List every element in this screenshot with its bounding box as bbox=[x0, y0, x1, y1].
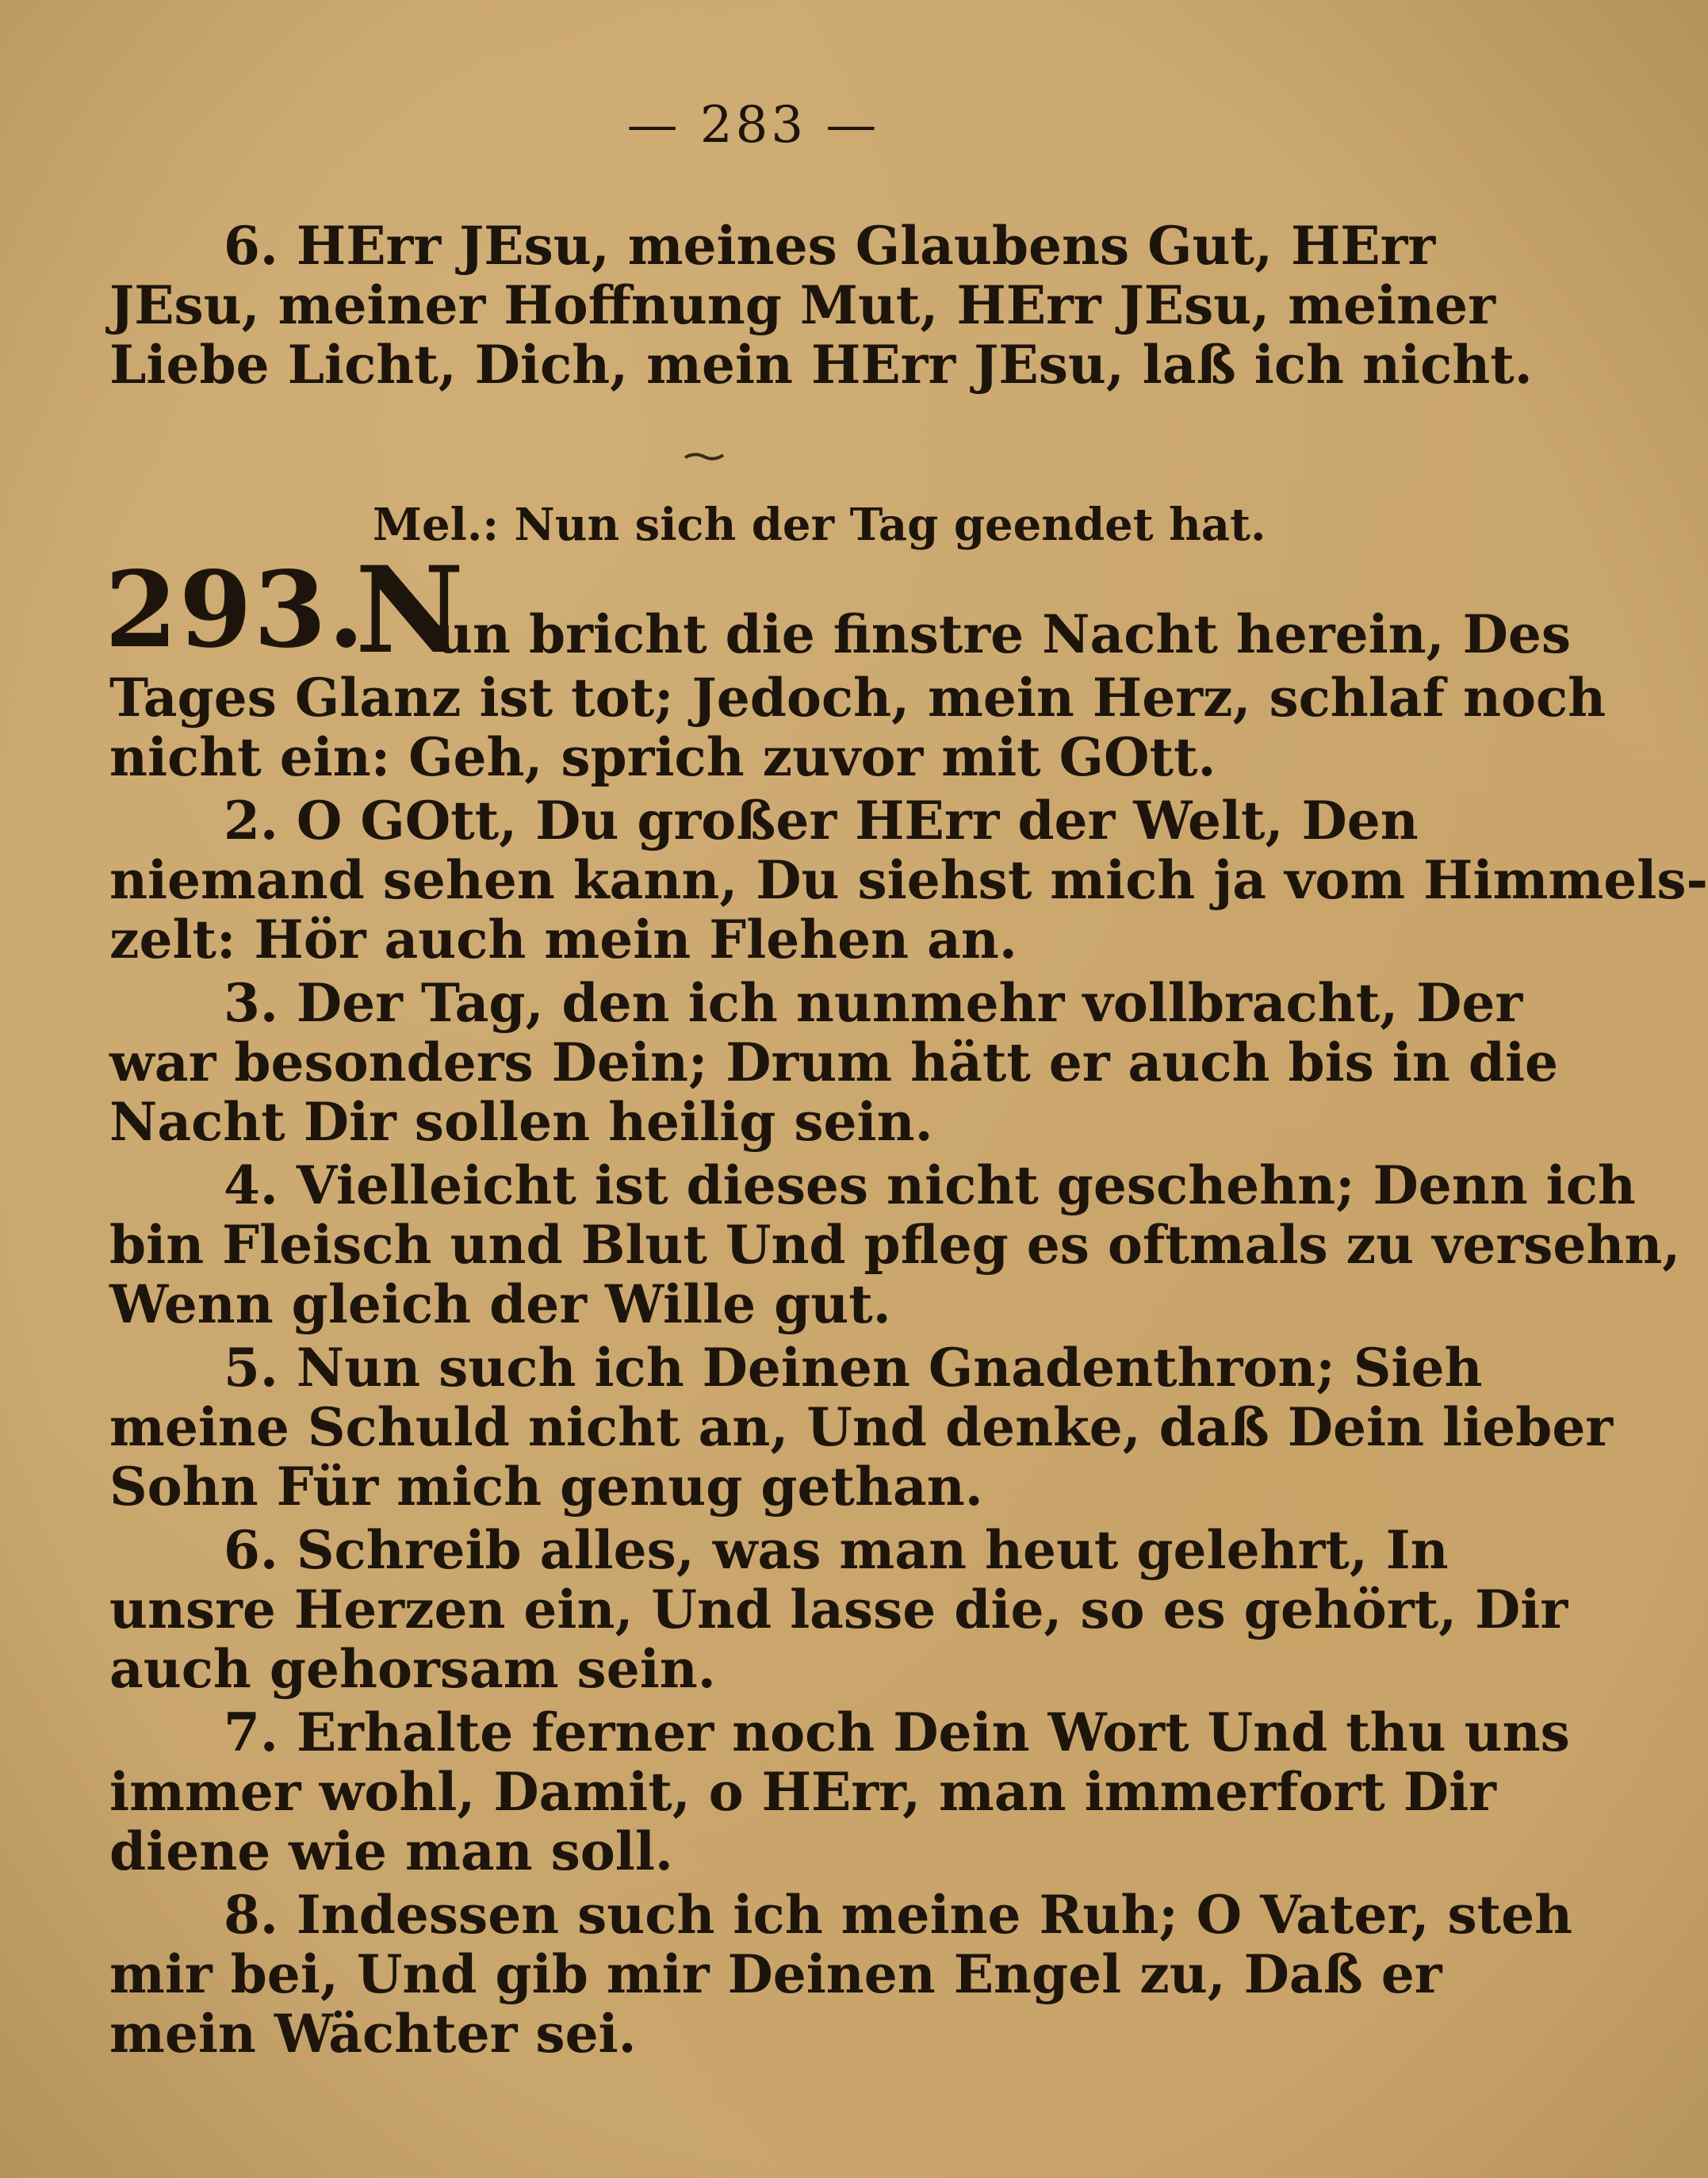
hymn-line: unsre Herzen ein, Und lasse die, so es gehört, Dir bbox=[109, 1579, 1568, 1640]
hymn-line: Wenn gleich der Wille gut. bbox=[109, 1273, 891, 1335]
hymn-line: 6. Schreib alles, was man heut gelehrt, In bbox=[224, 1519, 1449, 1581]
hymn-line: zelt: Hör auch mein Flehen an. bbox=[109, 909, 1017, 970]
hymn-line: war besonders Dein; Drum hätt er auch bis in die bbox=[109, 1032, 1559, 1093]
page-number: — 283 — bbox=[626, 96, 880, 155]
hymn-line: Tages Glanz ist tot; Jedoch, mein Herz, schlaf noch bbox=[109, 667, 1607, 729]
hymn-line: meine Schuld nicht an, Und denke, daß Dein lieber bbox=[109, 1396, 1614, 1458]
hymn-line: diene wie man soll. bbox=[109, 1820, 673, 1882]
prev-stanza-line: Liebe Licht, Dich, mein HErr JEsu, laß ich nicht. bbox=[109, 334, 1533, 396]
hymn-line: nicht ein: Geh, sprich zuvor mit GOtt. bbox=[109, 726, 1216, 788]
hymn-line: mir bei, Und gib mir Deinen Engel zu, Daß er bbox=[109, 1943, 1442, 2005]
hymn-line: 7. Erhalte ferner noch Dein Wort Und thu uns bbox=[224, 1701, 1570, 1763]
hymn-line: auch gehorsam sein. bbox=[109, 1638, 716, 1700]
hymn-line: Nacht Dir sollen heilig sein. bbox=[109, 1091, 933, 1153]
ornament-mark bbox=[684, 450, 725, 463]
prev-stanza-line: JEsu, meiner Hoffnung Mut, HErr JEsu, meiner bbox=[109, 274, 1495, 336]
prev-stanza-line: 6. HErr JEsu, meines Glaubens Gut, HErr bbox=[224, 215, 1436, 277]
drop-cap: N bbox=[355, 541, 465, 680]
hymn-line: bin Fleisch und Blut Und pfleg es oftmals zu versehn, bbox=[109, 1214, 1681, 1276]
hymn-line: mein Wächter sei. bbox=[109, 2003, 637, 2065]
hymn-line: immer wohl, Damit, o HErr, man immerfort Dir bbox=[109, 1761, 1496, 1823]
hymn-line: 2. O GOtt, Du großer HErr der Welt, Den bbox=[224, 790, 1419, 852]
hymn-line: niemand sehen kann, Du siehst mich ja vom Himmels- bbox=[109, 849, 1708, 911]
hymn-line: 5. Nun such ich Deinen Gnadenthron; Sieh bbox=[224, 1337, 1483, 1399]
melody-note: Mel.: Nun sich der Tag geendet hat. bbox=[373, 499, 1266, 551]
hymn-first-line: un bricht die finstre Nacht herein, Des bbox=[435, 603, 1571, 665]
hymn-line: 3. Der Tag, den ich nunmehr vollbracht, Der bbox=[224, 972, 1523, 1034]
hymn-line: 4. Vielleicht ist dieses nicht geschehn; Denn ich bbox=[224, 1154, 1636, 1216]
hymn-line: 8. Indessen such ich meine Ruh; O Vater, steh bbox=[224, 1884, 1573, 1946]
hymn-number: 293. bbox=[105, 549, 366, 672]
hymn-line: Sohn Für mich genug gethan. bbox=[109, 1456, 983, 1518]
